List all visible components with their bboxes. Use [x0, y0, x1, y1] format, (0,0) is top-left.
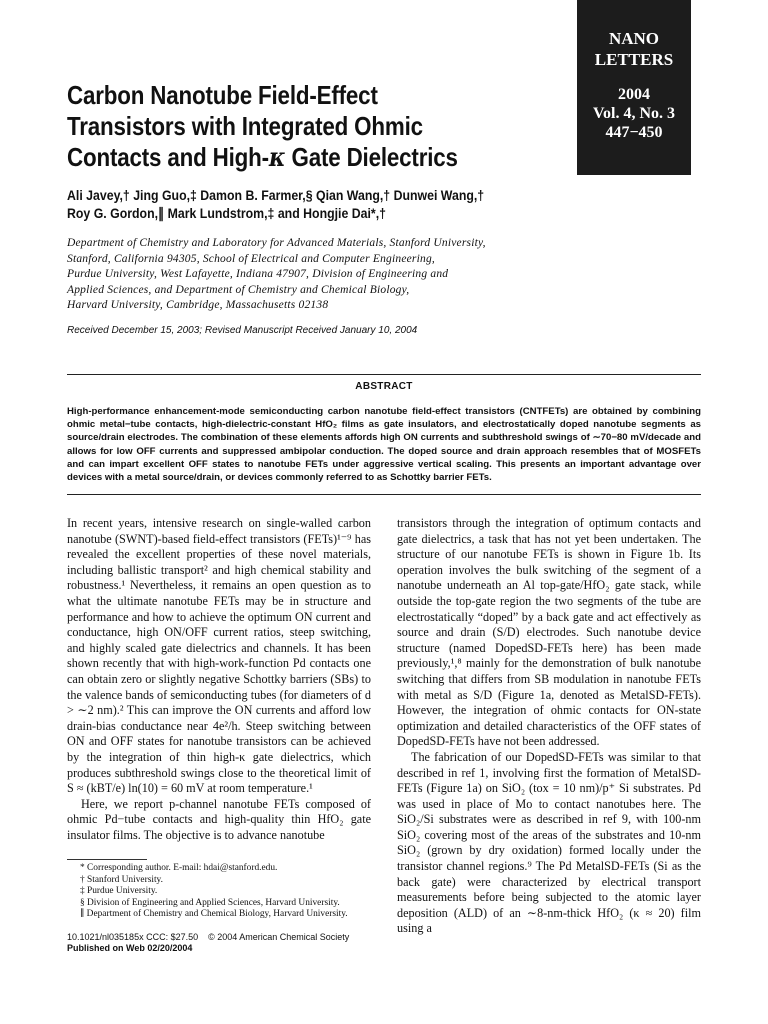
affiliation-line: Purdue University, West Lafayette, Indiana 47907, Division of Engineering and [67, 268, 449, 280]
divider-top [67, 374, 701, 375]
publication-info [67, 932, 349, 954]
body-paragraph: Here, we report p-channel nanotube FETs composed of ohmic Pd−tube contacts and high-quality thin HfO₂ gate insulator films. The objective is to advance nanotube [67, 796, 371, 842]
abstract-heading: ABSTRACT [355, 381, 413, 392]
journal-year: 2004 [618, 86, 650, 103]
title-line-3: Contacts and High-κ Gate Dielectrics [67, 142, 458, 173]
body-paragraph: transistors through the integration of optimum contacts and gate dielectrics, a task that has not yet been undertaken. The structure of our nanotube FETs is shown in Figure 1b. Its operation involves the bulk switching of the segment of a nanotube underneath an Al top-gate/HfO₂ gate stack, while outside the top-gate region the two segments of the tube are electrostatically “doped” by a back gate and act effectively as source and drain (S/D) electrodes. Such nanotube device structure (named DopedSD-FETs here) has been made previously,¹,⁸ mainly for the demonstration of bulk nanotube switching that differs from SB modulation in nanotube FETs with metal as S/D (Figure 1a, denoted as MetalSD-FETs). However, the integration of ohmic contacts for ON-state optimization and detailed characteristics of the OFF states of DopedSD-FETs have not been addressed. [397, 516, 701, 749]
footnote-divider [67, 859, 147, 860]
published-date: Published on Web 02/20/2004 [67, 943, 193, 953]
journal-badge [577, 0, 691, 175]
author-list [67, 186, 489, 222]
authors-line-2: Roy G. Gordon,∥ Mark Lundstrom,‡ and Hongjie Dai*,† [67, 205, 386, 221]
divider-bottom [67, 494, 701, 495]
footnote: § Division of Engineering and Applied Sciences, Harvard University. [80, 897, 340, 908]
footnote: ‡ Purdue University. [80, 886, 158, 896]
abstract-text: High-performance enhancement-mode semiconducting carbon nanotube field-effect transistors (CNTFETs) are obtained by combining ohmic metal−tube contacts, high-dielectric-constant HfO₂ films as gate insulators, and electrostatically doped nanotube segments as source/drain electrodes. The combination of these elements affords high ON currents and subthreshold swings of ∼70−80 mV/decade and allows for low OFF currents and suppressed ambipolar conduction. The doped source and drain approach resembles that of MOSFETs and can impart excellent OFF states to nanotube FETs under aggressive vertical scaling. This presents an important advantage over devices with a metal source/drain, or devices commonly referred to as Schottky barrier FETs. [67, 406, 701, 484]
kappa-symbol: κ [268, 143, 286, 173]
footnotes [80, 863, 380, 921]
affiliation-line: Stanford, California 94305, School of Electrical and Computer Engineering, [67, 252, 435, 265]
journal-pages: 447−450 [605, 124, 663, 141]
affiliation-line: Harvard University, Cambridge, Massachusetts 02138 [67, 299, 329, 311]
affiliations [67, 236, 537, 314]
doi-line: 10.1021/nl035185x CCC: $27.50 © 2004 American Chemical Society [67, 932, 350, 942]
authors-line-1: Ali Javey,† Jing Guo,‡ Damon B. Farmer,§ Qian Wang,† Dunwei Wang,† [67, 187, 485, 203]
body-column-left [67, 516, 371, 843]
article-title [67, 80, 497, 174]
footnote: † Stanford University. [80, 874, 163, 885]
affiliation-line: Applied Sciences, and Department of Chemistry and Chemical Biology, [67, 283, 410, 296]
received-dates: Received December 15, 2003; Revised Manuscript Received January 10, 2004 [67, 325, 418, 336]
journal-volume: Vol. 4, No. 3 [592, 105, 676, 122]
body-column-right [397, 516, 701, 937]
footnote: * Corresponding author. E-mail: hdai@stanford.edu. [80, 863, 278, 873]
title-line-1: Carbon Nanotube Field-Effect [67, 80, 378, 110]
title-line-2: Transistors with Integrated Ohmic [67, 111, 423, 141]
journal-name: NANO LETTERS [594, 29, 674, 69]
body-paragraph: The fabrication of our DopedSD-FETs was similar to that described in ref 1, involving first the formation of MetalSD-FETs (Figure 1a) on SiO₂ (tox = 10 nm)/p⁺ Si substrates. Pd was used in place of Mo to contact nanotubes here. The SiO₂/Si substrates were as described in ref 9, with 100-nm SiO₂ covering most of the areas of the substrates and 10-nm SiO₂ (grown by dry oxidation) formed locally under the transistor channel regions.⁹ The Pd MetalSD-FETs (Si as the back gate) were characterized by electrical transport measurements before being subjected to the atomic layer deposition (ALD) of an ∼8-nm-thick HfO₂ (κ ≈ 20) film using a [397, 749, 701, 936]
body-paragraph: In recent years, intensive research on single-walled carbon nanotube (SWNT)-based field-effect transistors (FETs)¹⁻⁹ has revealed the excellent properties of these novel materials, including ballistic transport² and high chemical stability and robustness.¹ Nevertheless, it remains an open question as to what the ultimate nanotube FETs may be in structure and performance and how to achieve the optimum ON current and conductance, high ON/OFF current ratios, steep switching, and highly scaled gate dielectrics and channels. It has been shown recently that with high-work-function Pd contacts one can obtain zero or slightly negative Schottky barriers (SBs) to the valence bands of semiconducting tubes (for diameters of d > ∼2 nm).² This can improve the ON currents and afford low drain-bias conductance near 4e²/h. Steep switching between ON and OFF states for nanotube transistors can be achieved by the integration of thin high-κ gate dielectrics, which produces subthreshold swings close to the theoretical limit of S ≈ (kBT/e) ln(10) = 60 mV at room temperature.¹ [67, 516, 371, 796]
affiliation-line: Department of Chemistry and Laboratory for Advanced Materials, Stanford University, [67, 237, 486, 249]
footnote: ∥ Department of Chemistry and Chemical Biology, Harvard University. [80, 909, 348, 919]
